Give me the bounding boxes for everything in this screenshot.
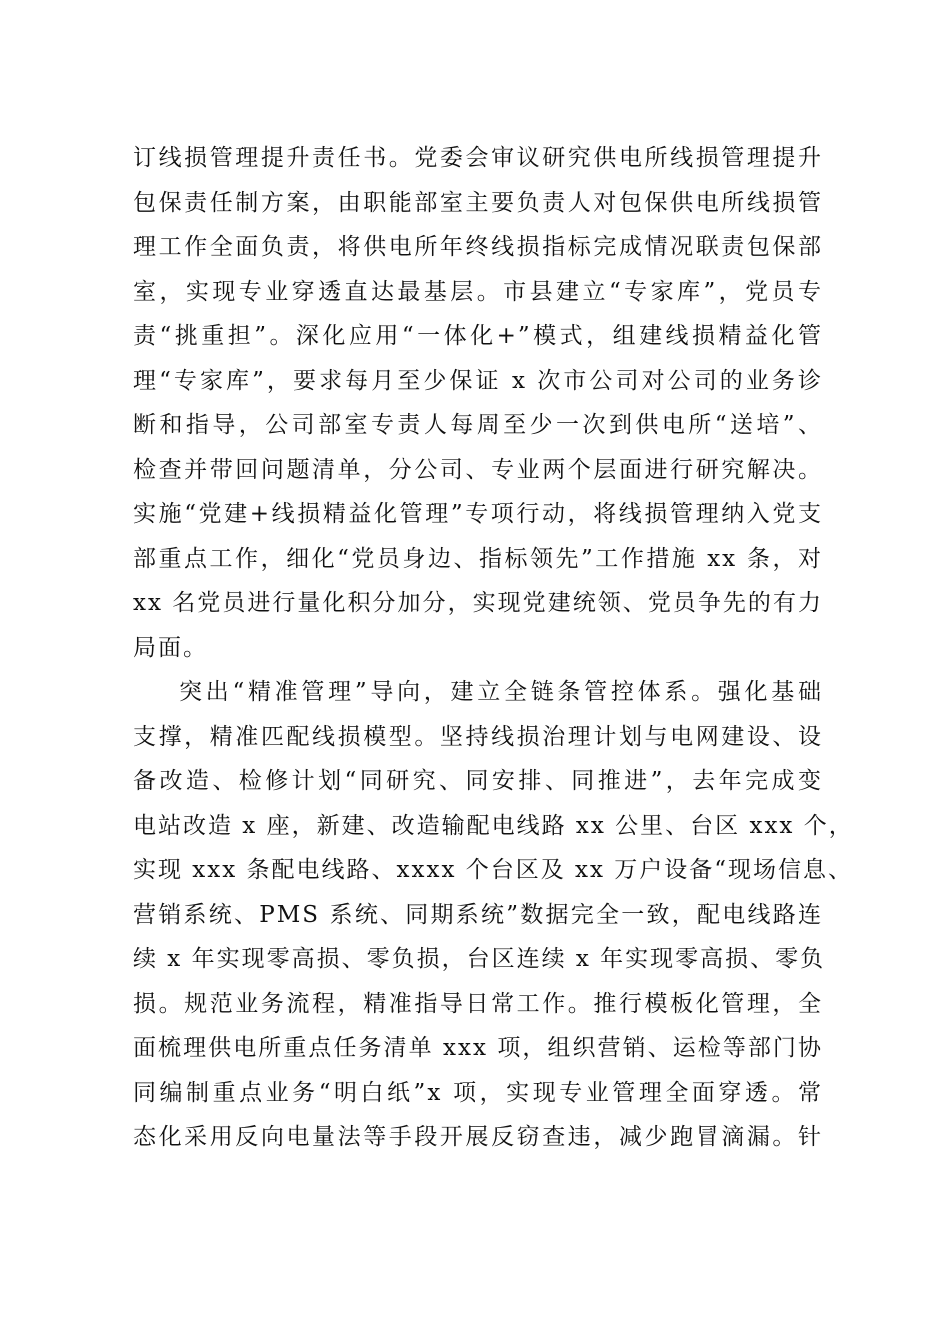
text-line: 理工作全面负责，将供电所年终线损指标完成情况联责包保部 xyxy=(133,234,823,260)
text-line: 态化采用反向电量法等手段开展反窃查违，减少跑冒滴漏。针 xyxy=(133,1124,823,1150)
text-line: 同编制重点业务“明白纸”x 项，实现专业管理全面穿透。常 xyxy=(133,1079,823,1106)
text-line: 局面。 xyxy=(133,634,208,661)
text-line: 营销系统、PMS 系统、同期系统”数据完全一致，配电线路连 xyxy=(133,901,823,928)
text-line: 损。规范业务流程，精准指导日常工作。推行模板化管理，全 xyxy=(133,990,823,1017)
text-line: 室，实现专业穿透直达最基层。市县建立“专家库”，党员专 xyxy=(133,278,823,305)
text-line: xx 名党员进行量化积分加分，实现党建统领、党员争先的有力 xyxy=(133,590,823,616)
text-line: 面梳理供电所重点任务清单 xxx 项，组织营销、运检等部门协 xyxy=(133,1035,823,1061)
text-line: 检查并带回问题清单，分公司、专业两个层面进行研究解决。 xyxy=(133,456,823,483)
text-line: 包保责任制方案，由职能部室主要负责人对包保供电所线损管 xyxy=(133,189,823,216)
text-line: 备改造、检修计划“同研究、同安排、同推进”，去年完成变 xyxy=(133,768,823,794)
text-line: 责“挑重担”。深化应用“一体化+”模式，组建线损精益化管 xyxy=(133,323,823,349)
text-line: 订线损管理提升责任书。党委会审议研究供电所线损管理提升 xyxy=(133,145,823,171)
text-line: 续 x 年实现零高损、零负损，台区连续 x 年实现零高损、零负 xyxy=(133,946,826,972)
text-line: 支撑，精准匹配线损模型。坚持线损治理计划与电网建设、设 xyxy=(133,723,823,750)
text-line: 实施“党建+线损精益化管理”专项行动，将线损管理纳入党支 xyxy=(133,501,823,527)
text-line: 实现 xxx 条配电线路、xxxx 个台区及 xx 万户设备“现场信息、 xyxy=(133,857,854,883)
paragraph-2 xyxy=(133,670,854,1160)
text-line: 突出“精准管理”导向，建立全链条管控体系。强化基础 xyxy=(179,679,823,705)
text-line: 理“专家库”，要求每月至少保证 x 次市公司对公司的业务诊 xyxy=(133,367,823,394)
body-text xyxy=(133,136,854,1160)
text-line: 部重点工作，细化“党员身边、指标领先”工作措施 xx 条，对 xyxy=(133,545,823,572)
paragraph-1 xyxy=(133,136,823,670)
text-line: 电站改造 x 座，新建、改造输配电线路 xx 公里、台区 xxx 个， xyxy=(133,812,854,839)
text-line: 断和指导，公司部室专责人每周至少一次到供电所“送培”、 xyxy=(133,412,823,438)
